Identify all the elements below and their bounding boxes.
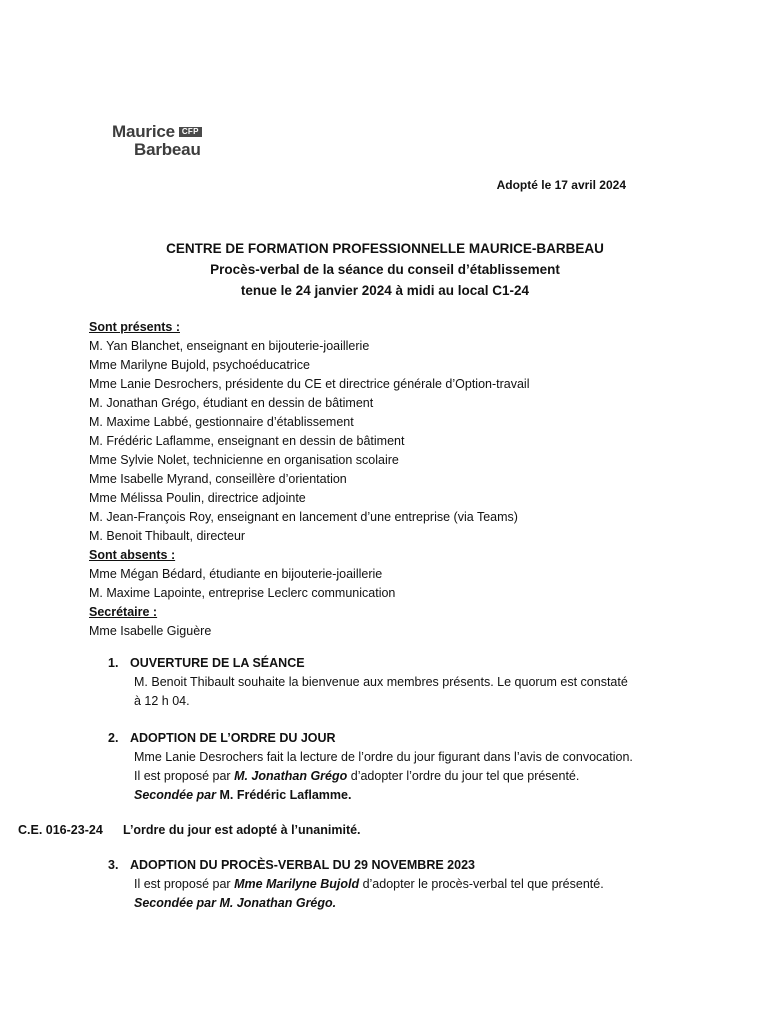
present-heading: Sont présents : xyxy=(89,320,180,334)
section-number: 3. xyxy=(108,858,119,872)
body-line: M. Benoit Thibault souhaite la bienvenue aux membres présents. Le quorum est constaté xyxy=(134,675,628,689)
proposal-text: Il est proposé par xyxy=(134,877,235,891)
proposal-text: Il est proposé par xyxy=(134,769,235,783)
section-heading xyxy=(108,729,704,748)
section-heading xyxy=(108,856,704,875)
present-member: Mme Isabelle Myrand, conseillère d’orientation xyxy=(89,472,347,486)
secretary-heading: Secrétaire : xyxy=(89,605,158,619)
absent-member: M. Maxime Lapointe, entreprise Leclerc communication xyxy=(89,586,396,600)
logo-badge-cfp: CFP xyxy=(179,127,202,137)
present-member: M. Jonathan Grégo, étudiant en dessin de bâtiment xyxy=(89,396,374,410)
section-number: 1. xyxy=(108,656,119,670)
section-body xyxy=(134,875,704,913)
document-title xyxy=(0,238,770,301)
cfp-maurice-barbeau-logo xyxy=(112,123,202,159)
adopted-date: Adopté le 17 avril 2024 xyxy=(496,178,626,192)
proposal-text: d’adopter l’ordre du jour tel que présenté. xyxy=(347,769,580,783)
present-member: M. Maxime Labbé, gestionnaire d’établissement xyxy=(89,415,354,429)
section-opening xyxy=(108,654,704,711)
section-title: ADOPTION DE L’ORDRE DU JOUR xyxy=(130,731,336,745)
section-body xyxy=(134,748,704,805)
body-line xyxy=(134,875,704,894)
section-title: ADOPTION DU PROCÈS-VERBAL DU 29 NOVEMBRE 2023 xyxy=(130,858,475,872)
proposal-text: d’adopter le procès-verbal tel que présenté. xyxy=(359,877,604,891)
section-minutes-adoption xyxy=(108,856,704,913)
absent-member: Mme Mégan Bédard, étudiante en bijouterie-joaillerie xyxy=(89,567,383,581)
seconder-name: M. Frédéric Laflamme. xyxy=(215,788,352,802)
body-line: à 12 h 04. xyxy=(134,694,190,708)
body-line: Mme Lanie Desrochers fait la lecture de l’ordre du jour figurant dans l’avis de convocation. xyxy=(134,750,633,764)
body-line xyxy=(134,786,704,805)
resolution-code: C.E. 016-23-24 xyxy=(18,823,103,837)
section-number: 2. xyxy=(108,731,119,745)
resolution xyxy=(18,823,361,837)
body-line xyxy=(134,767,704,786)
title-line-3: tenue le 24 janvier 2024 à midi au local C1-24 xyxy=(240,283,530,298)
secretary-name: Mme Isabelle Giguère xyxy=(89,624,212,638)
title-line-2: Procès-verbal de la séance du conseil d’établissement xyxy=(210,262,560,277)
resolution-text: L’ordre du jour est adopté à l’unanimité. xyxy=(123,823,361,837)
section-heading xyxy=(108,654,704,673)
present-member: M. Benoit Thibault, directeur xyxy=(89,529,246,543)
proposer-name: M. Jonathan Grégo xyxy=(234,769,348,783)
title-line-1: CENTRE DE FORMATION PROFESSIONNELLE MAURICE-BARBEAU xyxy=(166,241,604,256)
seconded-label: Secondée par xyxy=(134,788,216,802)
proposer-name: Mme Marilyne Bujold xyxy=(234,877,360,891)
present-member: Mme Mélissa Poulin, directrice adjointe xyxy=(89,491,306,505)
present-member: Mme Lanie Desrochers, présidente du CE et directrice générale d’Option-travail xyxy=(89,377,530,391)
present-member: M. Frédéric Laflamme, enseignant en dessin de bâtiment xyxy=(89,434,405,448)
seconded-line: Secondée par M. Jonathan Grégo. xyxy=(134,896,337,910)
section-agenda-adoption xyxy=(108,729,704,805)
logo-word-maurice: Maurice xyxy=(112,122,175,141)
present-member: Mme Sylvie Nolet, technicienne en organisation scolaire xyxy=(89,453,399,467)
logo-word-barbeau: Barbeau xyxy=(134,140,201,159)
present-member: Mme Marilyne Bujold, psychoéducatrice xyxy=(89,358,310,372)
absent-heading: Sont absents : xyxy=(89,548,176,562)
present-member: M. Jean-François Roy, enseignant en lancement d’une entreprise (via Teams) xyxy=(89,510,518,524)
section-title: OUVERTURE DE LA SÉANCE xyxy=(130,656,305,670)
section-body xyxy=(134,673,704,711)
present-member: M. Yan Blanchet, enseignant en bijouterie-joaillerie xyxy=(89,339,370,353)
attendance-list xyxy=(89,318,530,641)
